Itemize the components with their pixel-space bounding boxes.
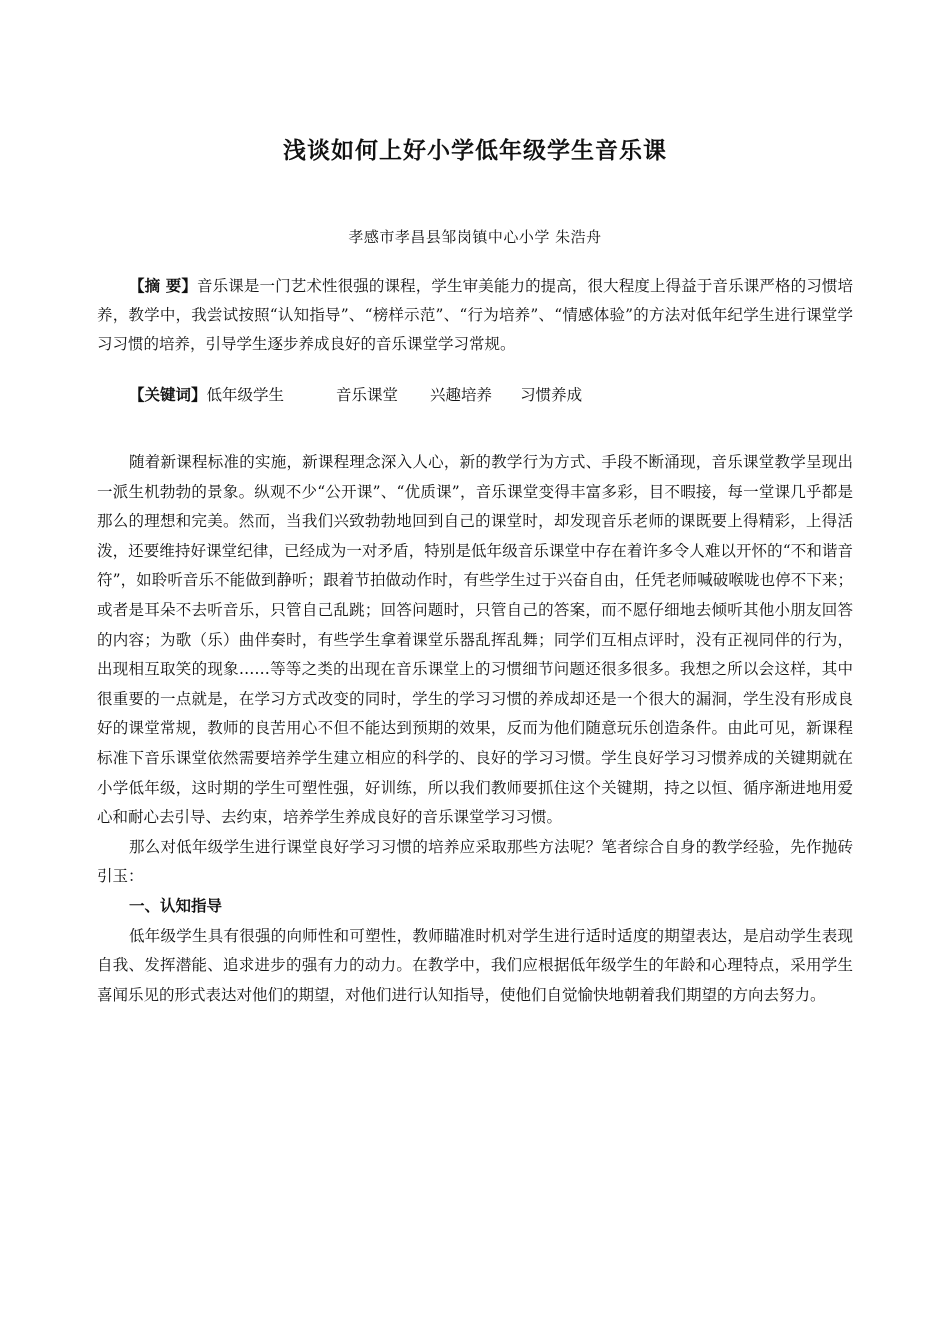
keyword: 音乐课堂 [336, 386, 399, 404]
abstract [97, 272, 853, 359]
section-paragraph: 低年级学生具有很强的向师性和可塑性，教师瞄准时机对学生进行适时适度的期望表达，是启动学生表现自我、发挥潜能、追求进步的强有力的动力。在教学中，我们应根据低年级学生的年龄和心理特点，采用学生喜闻乐见的形式表达对他们的期望，对他们进行认知指导，使他们自觉愉快地朝着我们期望的方向去努力。 [97, 926, 853, 1004]
body-paragraph: 那么对低年级学生进行课堂良好学习习惯的培养应采取那些方法呢？笔者综合自身的教学经验，先作抛砖引玉： [97, 837, 853, 886]
body-paragraph: 随着新课程标准的实施，新课程理念深入人心，新的教学行为方式、手段不断涌现，音乐课堂教学呈现出一派生机勃勃的景象。纵观不少“公开课”、“优质课”，音乐课堂变得丰富多彩，目不暇接，每一堂课几乎都是那么的理想和完美。然而，当我们兴致勃勃地回到自己的课堂时，却发现音乐老师的课既要上得精彩，上得活泼，还要维持好课堂纪律，已经成为一对矛盾，特别是低年级音乐课堂中存在着许多令人难以开怀的“不和谐音符”，如聆听音乐不能做到静听；跟着节拍做动作时，有些学生过于兴奋自由，任凭老师喊破喉咙也停不下来；或者是耳朵不去听音乐，只管自己乱跳；回答问题时，只管自己的答案，而不愿仔细地去倾听其他小朋友回答的内容；为歌（乐）曲伴奏时，有些学生拿着课堂乐器乱挥乱舞；同学们互相点评时，没有正视同伴的行为，出现相互取笑的现象……等等之类的出现在音乐课堂上的习惯细节问题还很多很多。我想之所以会这样，其中很重要的一点就是，在学习方式改变的同时，学生的学习习惯的养成却还是一个很大的漏洞，学生没有形成良好的课堂常规，教师的良苦用心不但不能达到预期的效果，反而为他们随意玩乐创造条件。由此可见，新课程标准下音乐课堂依然需要培养学生建立相应的科学的、良好的学习习惯。学生良好学习习惯养成的关键期就在小学低年级，这时期的学生可塑性强，好训练，所以我们教师要抓住这个关键期，持之以恒、循序渐进地用爱心和耐心去引导、去约束，培养学生养成良好的音乐课堂学习习惯。 [97, 453, 853, 827]
author-line: 孝感市孝昌县邹岗镇中心小学 朱浩舟 [348, 228, 602, 246]
section-heading: 一、认知指导 [129, 896, 223, 915]
keywords-label: 【关键词】 [129, 386, 207, 404]
abstract-text: 音乐课是一门艺术性很强的课程，学生审美能力的提高，很大程度上得益于音乐课严格的习惯培养，教学中，我尝试按照“认知指导”、“榜样示范”、“行为培养”、“情感体验”的方法对低年纪学生进行课堂学习习惯的培养，引导学生逐步养成良好的音乐课堂学习常规。 [97, 277, 853, 353]
keyword: 兴趣培养 [430, 386, 493, 404]
document-title: 浅谈如何上好小学低年级学生音乐课 [283, 138, 667, 164]
keyword: 低年级学生 [206, 386, 285, 404]
keywords-line [129, 381, 582, 410]
body-text [97, 448, 853, 1010]
keyword: 习惯养成 [520, 386, 583, 404]
abstract-label: 【摘 要】 [129, 277, 198, 295]
